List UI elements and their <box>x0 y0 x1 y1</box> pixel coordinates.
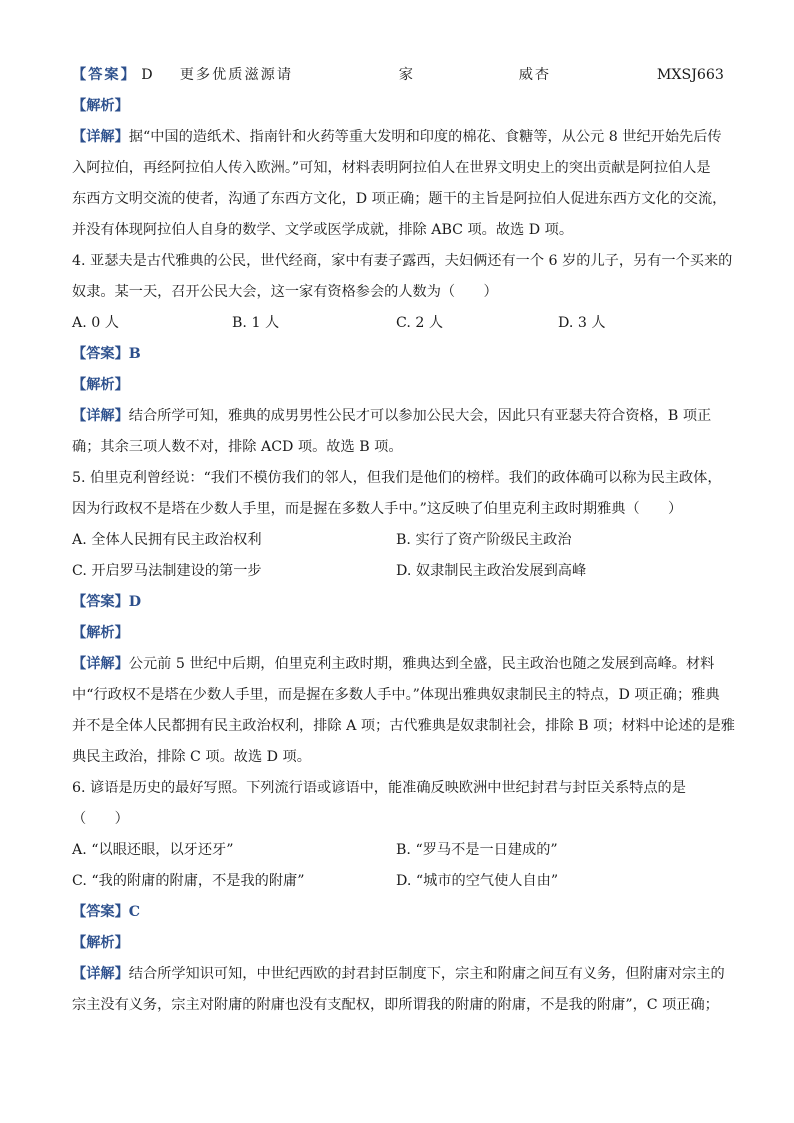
q4-analysis-label: 【解析】 <box>72 377 129 393</box>
q6-detail-line: 宗主没有义务，宗主对附庸的附庸也没有支配权，即所谓我的附庸的附庸，不是我的附庸”，C 项正确； <box>72 997 719 1013</box>
q3-analysis-label: 【解析】 <box>72 98 129 114</box>
q4-detail-line: 确；其余三项人数不对，排除 ACD 项。故选 B 项。 <box>72 439 403 455</box>
q6-option-a[interactable]: A. “以眼还眼，以牙还牙” <box>72 842 234 858</box>
q3-detail-line: 【详解】据“中国的造纸术、指南针和火药等重大发明和印度的棉花、食糖等，从公元 8 世纪开始先后传 <box>72 129 722 145</box>
q5-analysis-label: 【解析】 <box>72 625 129 641</box>
q6-detail-line: 【详解】结合所学知识可知，中世纪西欧的封君封臣制度下，宗主和附庸之间互有义务，但附庸对宗主的 <box>72 966 725 982</box>
q5-stem-line: 因为行政权不是塔在少数人手里，而是握在多数人手中。”这反映了伯里克利主政时期雅典（ ） <box>72 501 683 517</box>
q4-stem-line: 奴隶。某一天，召开公民大会，这一家有资格参会的人数为（ ） <box>72 284 498 300</box>
q3-detail-line: 并没有体现阿拉伯人自身的数学、文学或医学成就，排除 ABC 项。故选 D 项。 <box>72 222 574 238</box>
q3-detail-line: 入阿拉伯，再经阿拉伯人传入欧洲。”可知，材料表明阿拉伯人在世界文明史上的突出贡献是阿拉伯人是 <box>72 160 711 176</box>
q3-detail-label: 【详解】 <box>72 129 129 145</box>
q6-option-b[interactable]: B. “罗马不是一日建成的” <box>396 842 558 858</box>
q5-option-a[interactable]: A. 全体人民拥有民主政治权利 <box>72 532 262 548</box>
q4-stem-line: 4. 亚瑟夫是古代雅典的公民，世代经商，家中有妻子露西，夫妇俩还有一个 6 岁的儿子，另有一个买来的 <box>72 253 733 269</box>
q5-option-c[interactable]: C. 开启罗马法制建设的第一步 <box>72 563 262 579</box>
q5-options-row2 <box>72 556 724 587</box>
top-answer-line <box>72 60 724 91</box>
q5-detail-label: 【详解】 <box>72 656 129 672</box>
q6-option-d[interactable]: D. “城市的空气使人自由” <box>396 873 559 889</box>
q6-options-row1 <box>72 835 724 866</box>
answer-label: 【答案】 <box>72 67 137 83</box>
q6-analysis-label: 【解析】 <box>72 935 129 951</box>
q4-option-b[interactable]: B. 1 人 <box>232 315 280 331</box>
q4-options <box>72 308 724 339</box>
q5-options-row1 <box>72 525 724 556</box>
q5-detail-line: 【详解】公元前 5 世纪中后期，伯里克利主政时期，雅典达到全盛，民主政治也随之发展到高峰。材料 <box>72 656 715 672</box>
q4-detail-line: 【详解】结合所学可知，雅典的成男男性公民才可以参加公民大会，因此只有亚瑟夫符合资格，B 项正 <box>72 408 712 424</box>
q5-detail-line: 典民主政治，排除 C 项。故选 D 项。 <box>72 749 311 765</box>
q4-option-a[interactable]: A. 0 人 <box>72 315 119 331</box>
q5-stem-line: 5. 伯里克利曾经说：“我们不模仿我们的邻人，但我们是他们的榜样。我们的政体确可以称为民主政体， <box>72 470 722 486</box>
watermark-mid2: 威杏 <box>518 67 552 83</box>
q5-option-b[interactable]: B. 实行了资产阶级民主政治 <box>396 532 572 548</box>
q5-option-d[interactable]: D. 奴隶制民主政治发展到高峰 <box>396 563 587 579</box>
answer-value: D <box>141 67 153 83</box>
q4-detail-label: 【详解】 <box>72 408 129 424</box>
q4-option-d[interactable]: D. 3 人 <box>558 315 606 331</box>
q5-answer: 【答案】D <box>72 594 142 610</box>
q6-options-row2 <box>72 866 724 897</box>
q6-detail-label: 【详解】 <box>72 966 129 982</box>
watermark-mid1: 家 <box>398 67 413 83</box>
q3-detail-line: 东西方文明交流的使者，沟通了东西方文化，D 项正确；题干的主旨是阿拉伯人促进东西方文化的交流， <box>72 191 727 207</box>
q6-option-c[interactable]: C. “我的附庸的附庸，不是我的附庸” <box>72 873 305 889</box>
q6-stem-line: 6. 谚语是历史的最好写照。下列流行语或谚语中，能准确反映欧洲中世纪封君与封臣关系特点的是 <box>72 780 686 796</box>
document-page <box>72 60 735 1021</box>
q5-detail-line: 中“行政权不是塔在少数人手里，而是握在多数人手中。”体现出雅典奴隶制民主的特点，D 项正确；雅典 <box>72 687 720 703</box>
q6-answer: 【答案】C <box>72 904 141 920</box>
q4-answer: 【答案】B <box>72 346 141 362</box>
q4-option-c[interactable]: C. 2 人 <box>396 315 444 331</box>
watermark-code: MXSJ663 <box>656 67 724 83</box>
watermark-note: 更多优质滋源请 <box>179 67 294 83</box>
q6-stem-line: （ ） <box>72 811 129 827</box>
q5-detail-line: 并不是全体人民都拥有民主政治权利，排除 A 项；古代雅典是奴隶制社会，排除 B 项；材料中论述的是雅 <box>72 718 735 734</box>
